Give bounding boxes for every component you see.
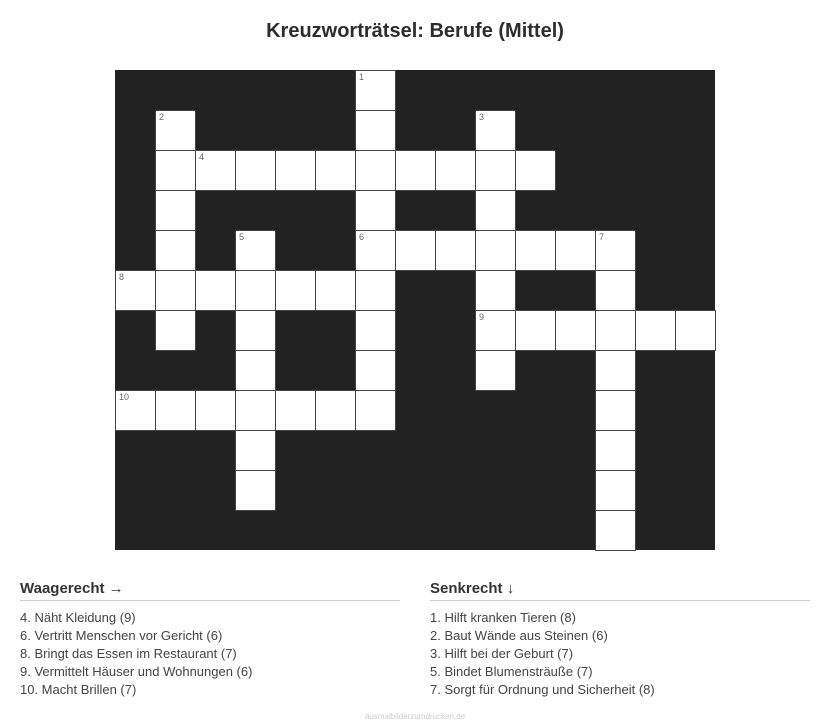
crossword-cell[interactable]	[395, 230, 436, 271]
crossword-cell[interactable]	[515, 230, 556, 271]
crossword-cell[interactable]	[235, 470, 276, 511]
clue-number: 4	[199, 152, 205, 162]
clue-number: 5	[239, 232, 245, 242]
clue-number: 2	[159, 112, 165, 122]
crossword-cell[interactable]	[155, 110, 196, 151]
crossword-cell[interactable]	[595, 470, 636, 511]
crossword-cell[interactable]	[155, 390, 196, 431]
crossword-cell[interactable]	[355, 310, 396, 351]
clue-number: 8	[119, 272, 125, 282]
clue-item: 6. Vertritt Menschen vor Gericht (6)	[20, 628, 223, 643]
crossword-cell[interactable]	[275, 150, 316, 191]
clue-item: 10. Macht Brillen (7)	[20, 682, 137, 697]
crossword-cell[interactable]	[155, 150, 196, 191]
crossword-cell[interactable]	[315, 150, 356, 191]
clue-item: 2. Baut Wände aus Steinen (6)	[430, 628, 608, 643]
crossword-cell[interactable]	[155, 270, 196, 311]
crossword-cell[interactable]	[475, 270, 516, 311]
crossword-cell[interactable]	[315, 390, 356, 431]
clue-item: 7. Sorgt für Ordnung und Sicherheit (8)	[430, 682, 655, 697]
crossword-cell[interactable]	[235, 230, 276, 271]
clue-number: 1	[359, 72, 365, 82]
page-title: Kreuzworträtsel: Berufe (Mittel)	[266, 20, 564, 42]
crossword-cell[interactable]	[315, 270, 356, 311]
crossword-cell[interactable]	[475, 310, 516, 351]
clue-number: 10	[119, 392, 130, 402]
clue-item: 1. Hilft kranken Tieren (8)	[430, 610, 576, 625]
clue-item: 9. Vermittelt Häuser und Wohnungen (6)	[20, 664, 253, 679]
crossword-cell[interactable]	[155, 310, 196, 351]
crossword-cell[interactable]	[475, 350, 516, 391]
crossword-cell[interactable]	[475, 230, 516, 271]
clue-number: 7	[599, 232, 605, 242]
crossword-cell[interactable]	[395, 150, 436, 191]
crossword-cell[interactable]	[355, 110, 396, 151]
crossword-cell[interactable]	[515, 150, 556, 191]
crossword-cell[interactable]	[355, 70, 396, 111]
crossword-cell[interactable]	[595, 430, 636, 471]
crossword-cell[interactable]	[355, 350, 396, 391]
crossword-cell[interactable]	[675, 310, 716, 351]
across-heading: Waagerecht →	[20, 580, 400, 601]
crossword-cell[interactable]	[515, 310, 556, 351]
crossword-cell[interactable]	[595, 270, 636, 311]
crossword-cell[interactable]	[475, 190, 516, 231]
crossword-cell[interactable]	[235, 150, 276, 191]
crossword-cell[interactable]	[355, 390, 396, 431]
crossword-cell[interactable]	[235, 390, 276, 431]
crossword-cell[interactable]	[475, 150, 516, 191]
crossword-cell[interactable]	[275, 390, 316, 431]
crossword-cell[interactable]	[155, 190, 196, 231]
crossword-cell[interactable]	[555, 310, 596, 351]
crossword-cell[interactable]	[235, 350, 276, 391]
crossword-cell[interactable]	[595, 510, 636, 551]
footer-credit: ausmalbilderzumdrucken.de	[364, 712, 466, 721]
crossword-cell[interactable]	[195, 270, 236, 311]
crossword-cell[interactable]	[195, 390, 236, 431]
crossword-cell[interactable]	[355, 230, 396, 271]
clue-item: 8. Bringt das Essen im Restaurant (7)	[20, 646, 237, 661]
crossword-cell[interactable]	[115, 270, 156, 311]
crossword-cell[interactable]	[635, 310, 676, 351]
clue-item: 4. Näht Kleidung (9)	[20, 610, 136, 625]
crossword-cell[interactable]	[355, 270, 396, 311]
crossword-cell[interactable]	[355, 150, 396, 191]
clue-number: 3	[479, 112, 485, 122]
crossword-cell[interactable]	[475, 110, 516, 151]
down-heading: Senkrecht ↓	[430, 580, 810, 601]
crossword-cell[interactable]	[595, 230, 636, 271]
across-clues	[20, 580, 400, 699]
clue-number: 6	[359, 232, 365, 242]
crossword-cell[interactable]	[155, 230, 196, 271]
crossword-cell[interactable]	[435, 150, 476, 191]
crossword-cell[interactable]	[275, 270, 316, 311]
down-clue-list	[430, 609, 810, 699]
clue-item: 3. Hilft bei der Geburt (7)	[430, 646, 574, 661]
crossword-cell[interactable]	[595, 390, 636, 431]
crossword-cell[interactable]	[595, 310, 636, 351]
down-clues	[430, 580, 810, 699]
crossword-cell[interactable]	[195, 150, 236, 191]
crossword-cell[interactable]	[555, 230, 596, 271]
crossword-grid	[115, 70, 715, 550]
clue-number: 9	[479, 312, 485, 322]
crossword-cell[interactable]	[355, 190, 396, 231]
across-clue-list	[20, 609, 400, 699]
clue-item: 5. Bindet Blumensträuße (7)	[430, 664, 593, 679]
crossword-cell[interactable]	[235, 430, 276, 471]
crossword-cell[interactable]	[115, 390, 156, 431]
crossword-cell[interactable]	[235, 270, 276, 311]
crossword-cell[interactable]	[435, 230, 476, 271]
crossword-cell[interactable]	[595, 350, 636, 391]
crossword-cell[interactable]	[235, 310, 276, 351]
